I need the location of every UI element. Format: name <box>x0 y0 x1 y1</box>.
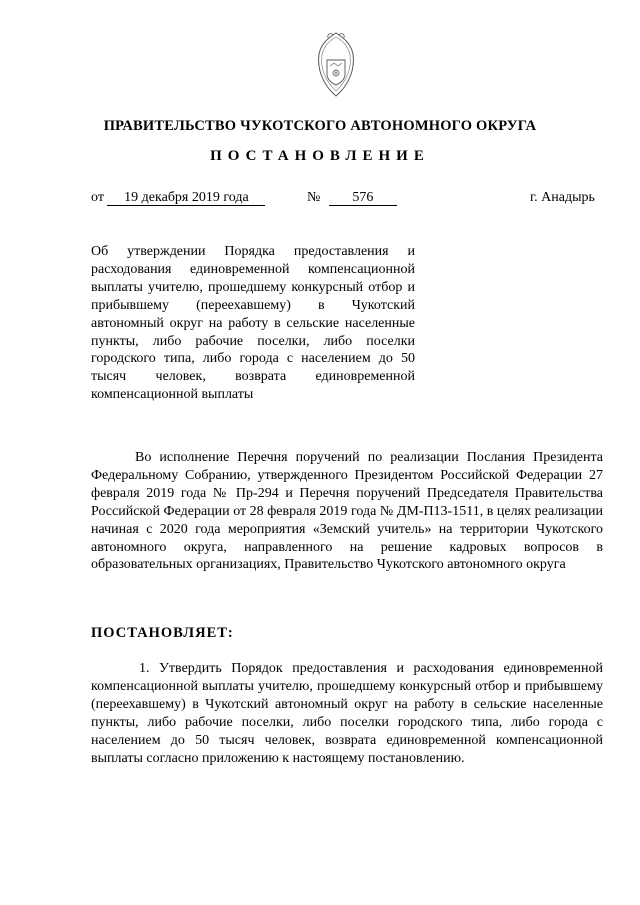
document-city: г. Анадырь <box>530 190 595 205</box>
date-value: 19 декабря 2019 года <box>107 191 265 206</box>
coat-of-arms-icon <box>314 30 358 100</box>
document-subject: Об утверждении Порядка предоставления и расходования единовременной компенсационной выплаты учителю, прошедшему конкурсный отбор и прибывшему (переехавшему) в Чукотский автономный округ на работу в сельские населенные пункты, либо рабочие поселки, либо поселки городского типа, либо города с населением до 50 тысяч человек, возврата единовременной компенсационной выплаты <box>91 244 415 403</box>
document-type: ПОСТАНОВЛЕНИЕ <box>210 148 430 164</box>
number-prefix: № <box>307 190 321 205</box>
government-title: ПРАВИТЕЛЬСТВО ЧУКОТСКОГО АВТОНОМНОГО ОКРУГА <box>103 118 537 134</box>
document-number <box>307 190 397 206</box>
decree-heading: ПОСТАНОВЛЯЕТ: <box>91 625 234 641</box>
decree-item-1: 1. Утвердить Порядок предоставления и расходования единовременной компенсационной выплаты учителю, прошедшему конкурсный отбор и прибывшему (переехавшему) в Чукотский автономный округ на работу в сельские населенные пункты, либо рабочие поселки, либо поселки городского типа, либо города с населением до 50 тысяч человек, возврата единовременной компенсационной выплаты согласно приложению к настоящему постановлению. <box>91 661 603 766</box>
date-prefix: от <box>91 190 104 205</box>
preamble-paragraph: Во исполнение Перечня поручений по реализации Послания Президента Федеральному Собранию, утвержденного Президентом Российской Федерации 27 февраля 2019 года № Пр-294 и Перечня поручений Председателя Правительства Российской Федерации от 28 февраля 2019 года № ДМ-П13-1511, в целях реализации начиная с 2020 года мероприятия «Земский учитель» на территории Чукотского автономного округа, направленного на решение кадровых вопросов в образовательных организациях, Правительство Чукотского автономного округа <box>91 450 603 573</box>
number-value: 576 <box>329 191 397 206</box>
document-date <box>91 190 265 206</box>
